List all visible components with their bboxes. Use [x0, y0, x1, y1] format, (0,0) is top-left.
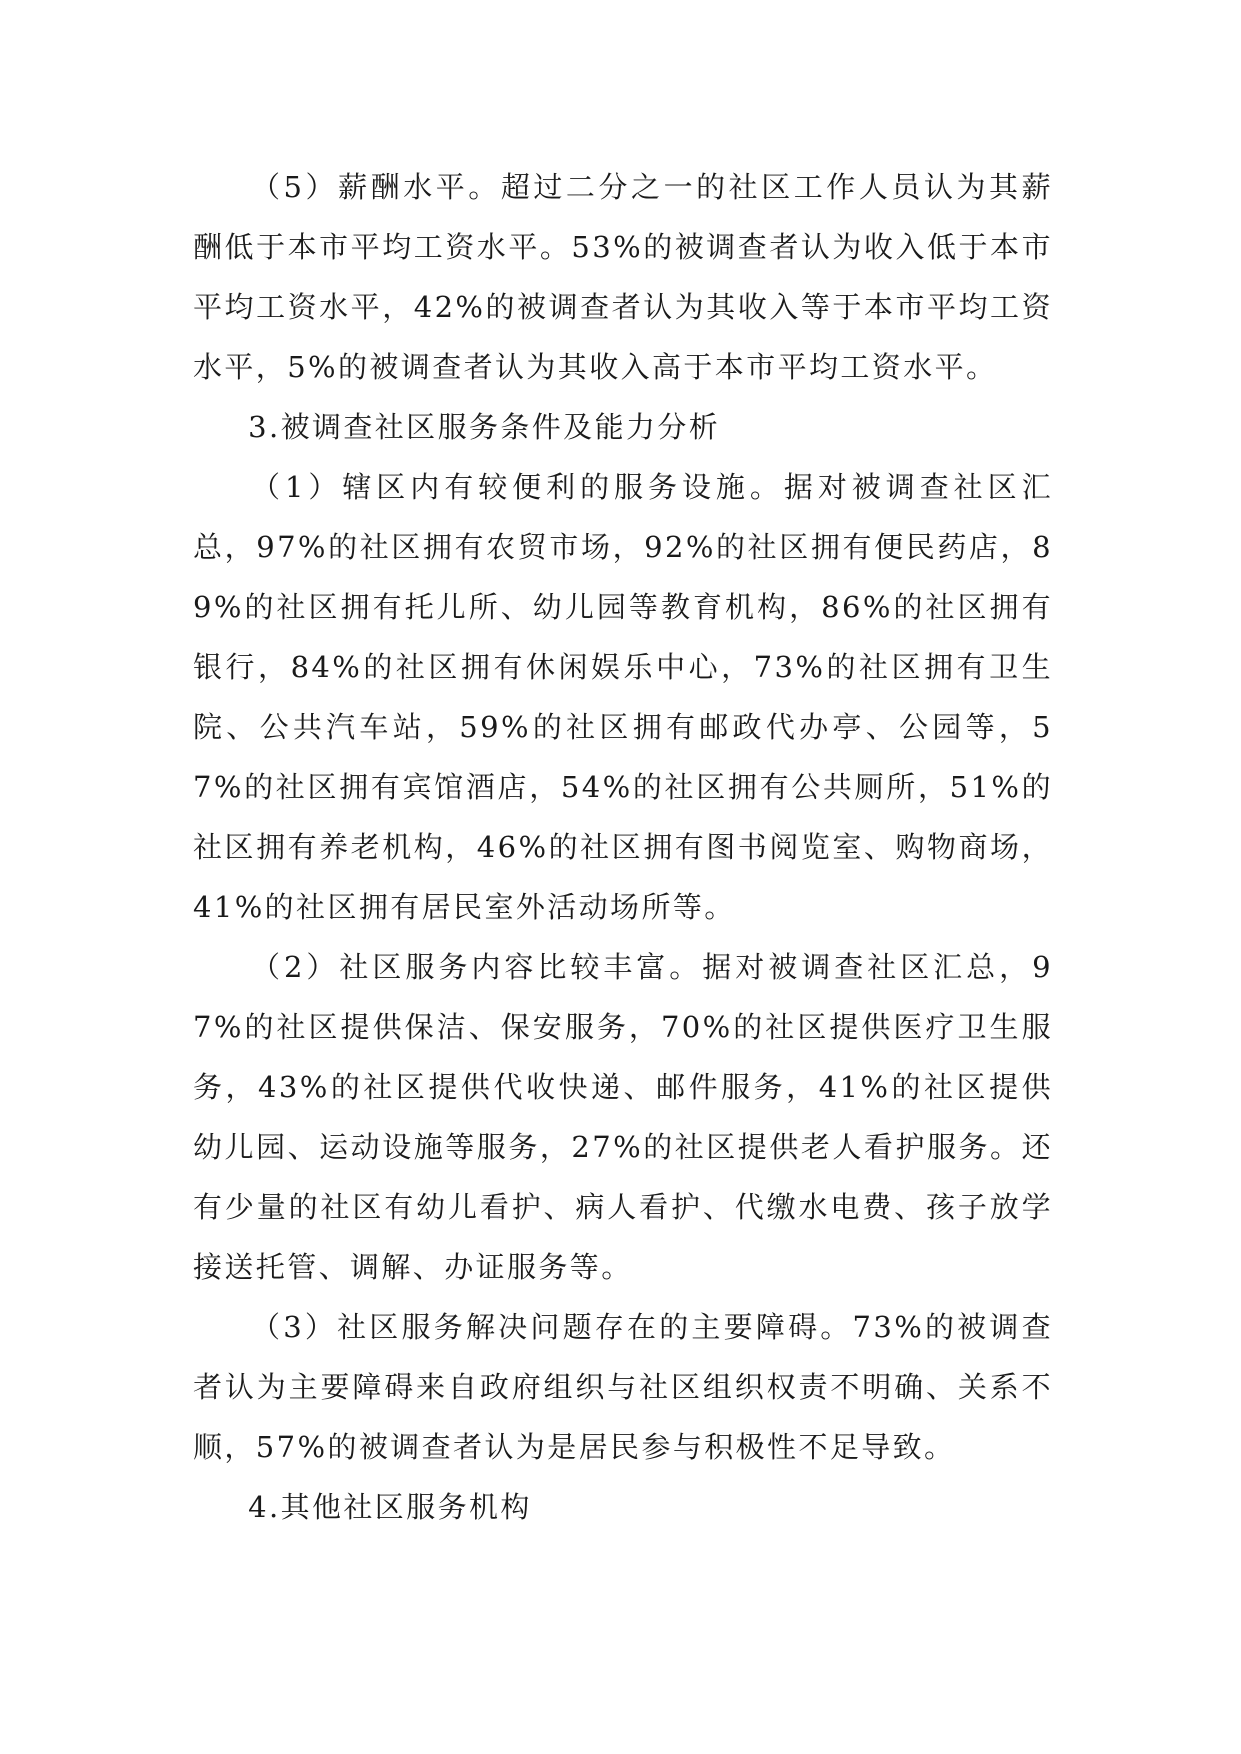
paragraph-service-obstacles: （3）社区服务解决问题存在的主要障碍。73%的被调查者认为主要障碍来自政府组织与社区组织权责不明确、关系不顺，57%的被调查者认为是居民参与积极性不足导致。	[193, 1310, 1053, 1464]
paragraph-service-content: （2）社区服务内容比较丰富。据对被调查社区汇总，97%的社区提供保洁、保安服务，70%的社区提供医疗卫生服务，43%的社区提供代收快递、邮件服务，41%的社区提供幼儿园、运动设施等服务，27%的社区提供老人看护服务。还有少量的社区有幼儿看护、病人看护、代缴水电费、孩子放学接送托管、调解、办证服务等。	[193, 950, 1053, 1284]
paragraph-service-facilities: （1）辖区内有较便利的服务设施。据对被调查社区汇总，97%的社区拥有农贸市场，92%的社区拥有便民药店，89%的社区拥有托儿所、幼儿园等教育机构，86%的社区拥有银行，84%的社区拥有休闲娱乐中心，73%的社区拥有卫生院、公共汽车站，59%的社区拥有邮政代办亭、公园等，57%的社区拥有宾馆酒店，54%的社区拥有公共厕所，51%的社区拥有养老机构，46%的社区拥有图书阅览室、购物商场，41%的社区拥有居民室外活动场所等。	[193, 470, 1053, 924]
section-heading-service-conditions: 3.被调查社区服务条件及能力分析	[248, 410, 721, 444]
section-heading-other-institutions: 4.其他社区服务机构	[248, 1490, 532, 1524]
paragraph-salary-level: （5）薪酬水平。超过二分之一的社区工作人员认为其薪酬低于本市平均工资水平。53%的被调查者认为收入低于本市平均工资水平，42%的被调查者认为其收入等于本市平均工资水平，5%的被调查者认为其收入高于本市平均工资水平。	[193, 170, 1053, 384]
document-body	[193, 157, 1053, 1537]
